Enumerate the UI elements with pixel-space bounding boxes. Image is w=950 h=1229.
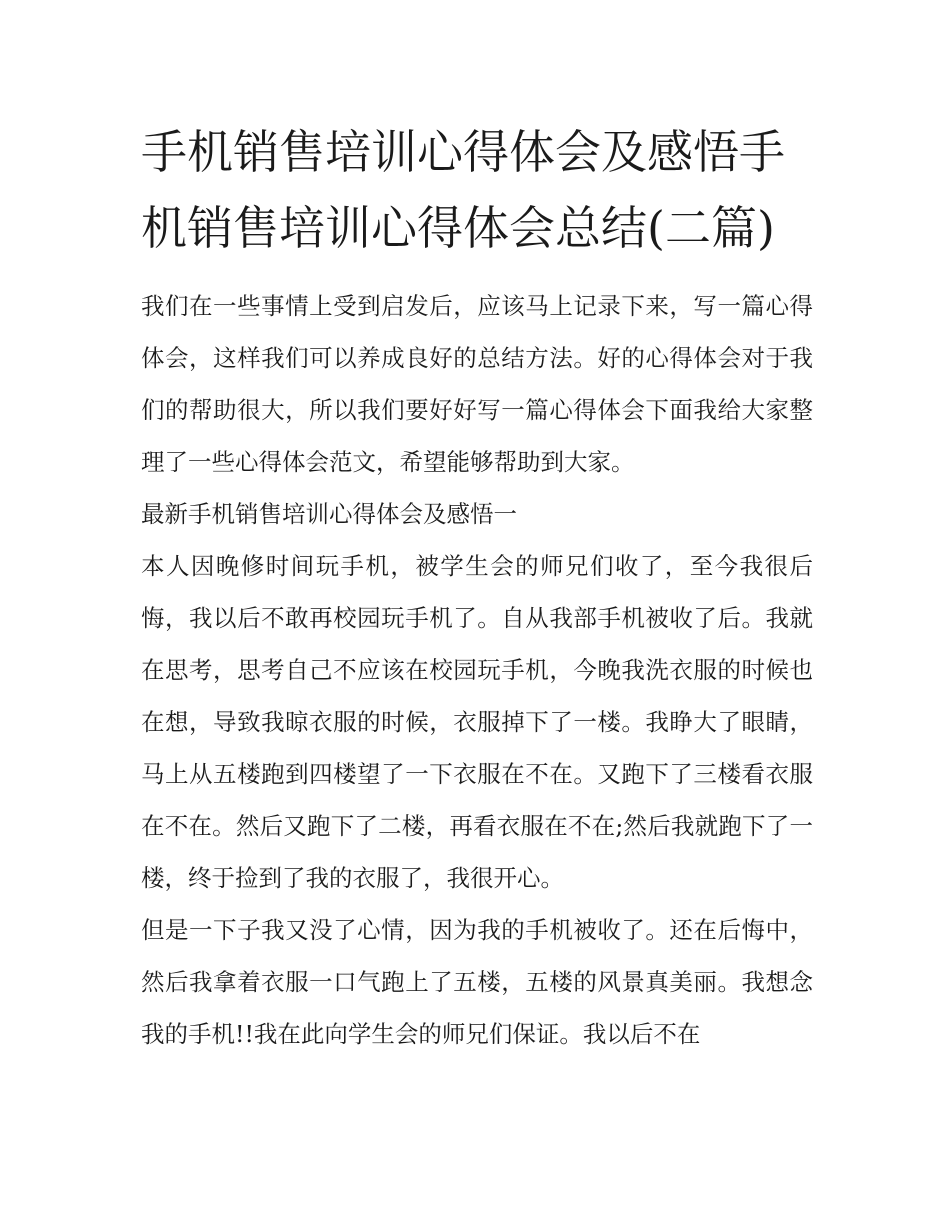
document-body: [141, 280, 813, 1060]
document-content: [141, 114, 813, 1060]
intro-paragraph: 我们在一些事情上受到启发后，应该马上记录下来，写一篇心得体会，这样我们可以养成良好的总结方法。好的心得体会对于我们的帮助很大，所以我们要好好写一篇心得体会下面我给大家整理了一些心得体会范文，希望能够帮助到大家。: [141, 292, 813, 476]
document-title: 手机销售培训心得体会及感悟手机销售培训心得体会总结(二篇): [141, 125, 785, 255]
body-paragraph: 但是一下子我又没了心情，因为我的手机被收了。还在后悔中，然后我拿着衣服一口气跑上了五楼，五楼的风景真美丽。我想念我的手机!!我在此向学生会的师兄们保证。我以后不在: [141, 916, 813, 1048]
body-paragraph: 本人因晚修时间玩手机，被学生会的师兄们收了，至今我很后悔，我以后不敢再校园玩手机了。自从我部手机被收了后。我就在思考，思考自己不应该在校园玩手机，今晚我洗衣服的时候也在想，导致我晾衣服的时候，衣服掉下了一楼。我睁大了眼睛，马上从五楼跑到四楼望了一下衣服在不在。又跑下了三楼看衣服在不在。然后又跑下了二楼，再看衣服在不在;然后我就跑下了一楼，终于捡到了我的衣服了，我很开心。: [141, 552, 813, 892]
section-heading: 最新手机销售培训心得体会及感悟一: [141, 500, 517, 528]
